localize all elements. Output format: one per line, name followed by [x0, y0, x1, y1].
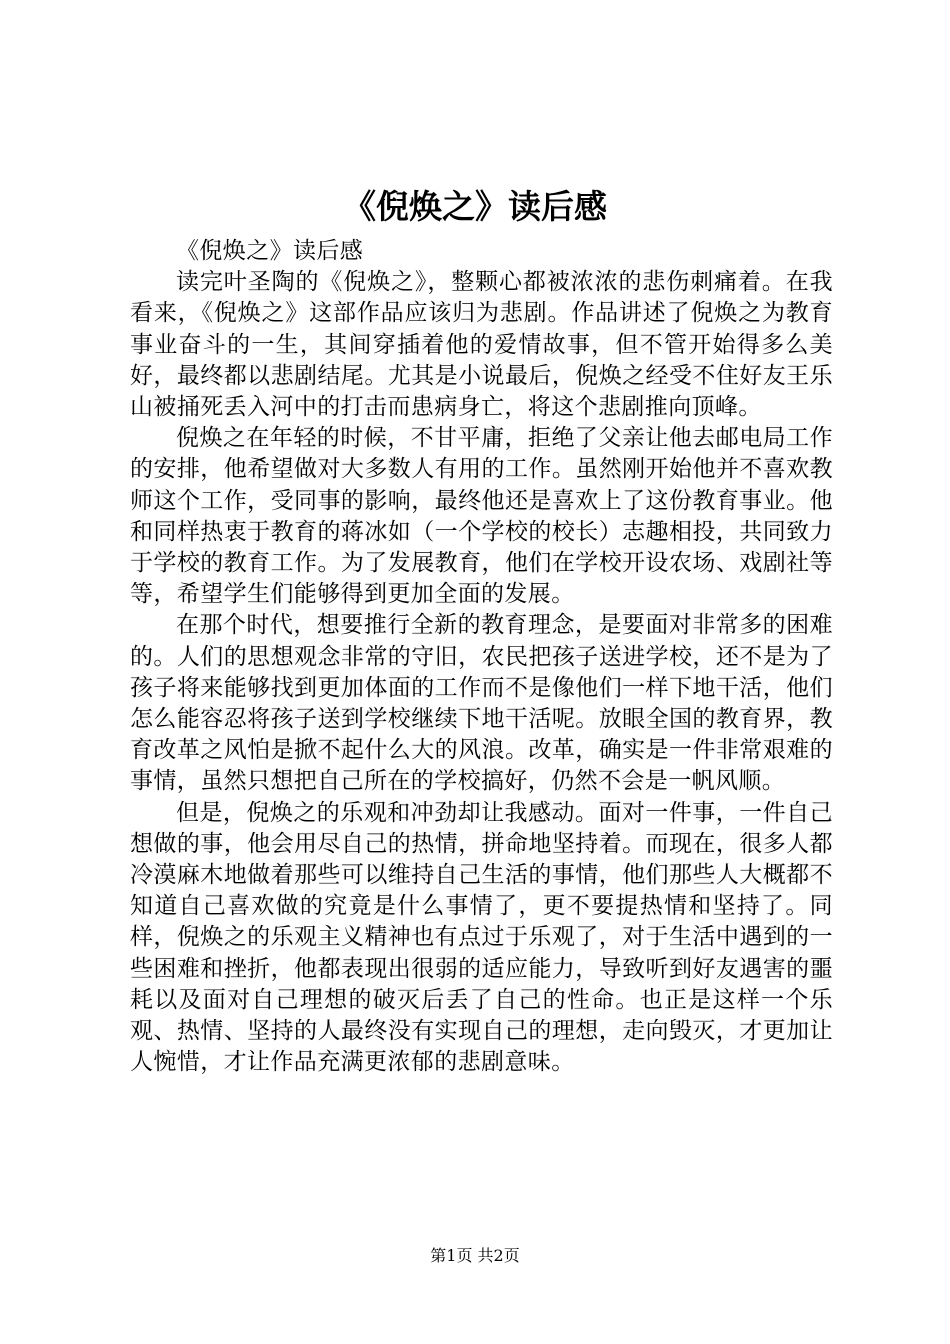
body-paragraph: 读完叶圣陶的《倪焕之》，整颗心都被浓浓的悲伤刺痛着。在我看来，《倪焕之》这部作品应该归为悲剧。作品讲述了倪焕之为教育事业奋斗的一生，其间穿插着他的爱情故事，但不管开始得多么美好，最终都以悲剧结尾。尤其是小说最后，倪焕之经受不住好友王乐山被捅死丢入河中的打击而患病身亡，将这个悲剧推向顶峰。	[130, 269, 833, 421]
body-paragraph: 《倪焕之》读后感	[176, 238, 364, 264]
body-paragraph: 在那个时代，想要推行全新的教育理念，是要面对非常多的困难的。人们的思想观念非常的守旧，农民把孩子送进学校，还不是为了孩子将来能够找到更加体面的工作而不是像他们一样下地干活，他们怎么能容忍将孩子送到学校继续下地干活呢。放眼全国的教育界，教育改革之风怕是掀不起什么大的风浪。改革，确实是一件非常艰难的事情，虽然只想把自己所在的学校搞好，仍然不会是一帆风顺。	[130, 612, 833, 795]
page-footer: 第1页 共2页	[430, 1246, 520, 1265]
body-paragraph: 但是，倪焕之的乐观和冲劲却让我感动。面对一件事，一件自己想做的事，他会用尽自己的热情，拼命地坚持着。而现在，很多人都冷漠麻木地做着那些可以维持自己生活的事情，他们那些人大概都不知道自己喜欢做的究竟是什么事情了，更不要提热情和坚持了。同样，倪焕之的乐观主义精神也有点过于乐观了，对于生活中遇到的一些困难和挫折，他都表现出很弱的适应能力，导致听到好友遇害的噩耗以及面对自己理想的破灭后丢了自己的性命。也正是这样一个乐观、热情、坚持的人最终没有实现自己的理想，走向毁灭，才更加让人惋惜，才让作品充满更浓郁的悲剧意味。	[130, 799, 833, 1076]
body-paragraph: 倪焕之在年轻的时候，不甘平庸，拒绝了父亲让他去邮电局工作的安排，他希望做对大多数人有用的工作。虽然刚开始他并不喜欢教师这个工作，受同事的影响，最终他还是喜欢上了这份教育事业。他和同样热衷于教育的蒋冰如（一个学校的校长）志趣相投，共同致力于学校的教育工作。为了发展教育，他们在学校开设农场、戏剧社等等，希望学生们能够得到更加全面的发展。	[130, 425, 833, 608]
document-title: 《倪焕之》读后感	[343, 187, 607, 226]
document-body	[130, 236, 833, 1078]
